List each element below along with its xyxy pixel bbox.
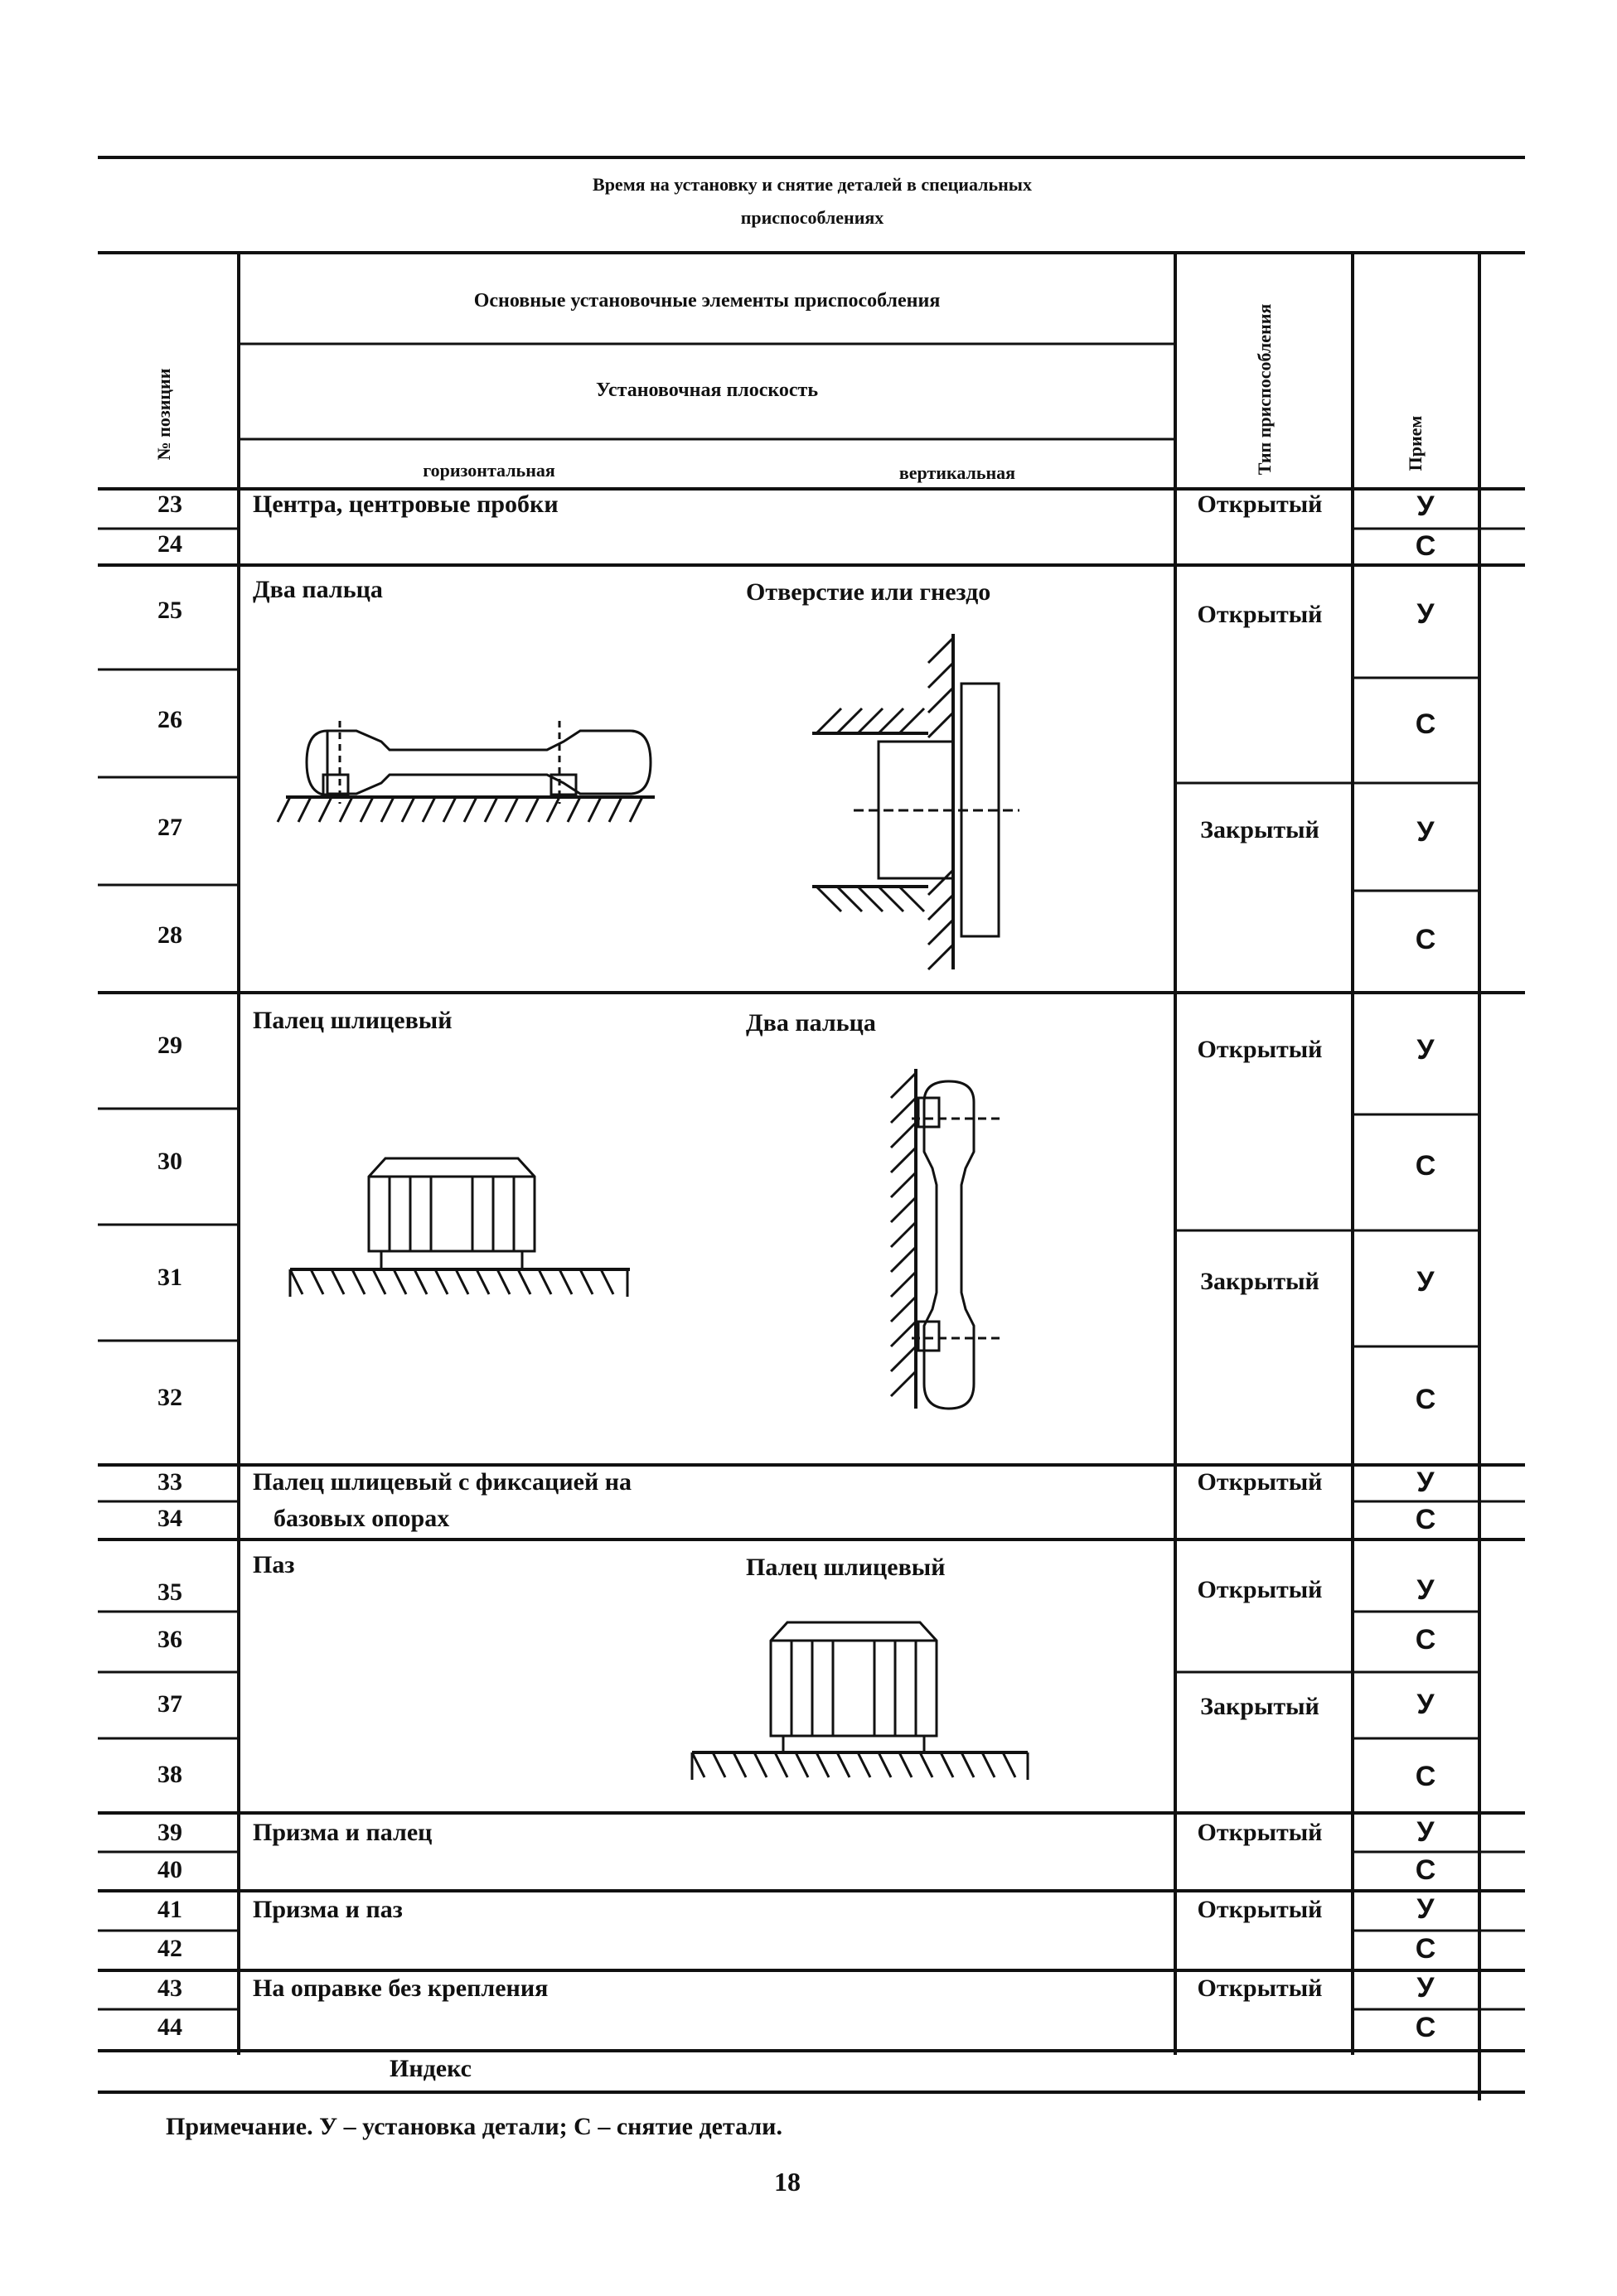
fixture-type: Закрытый	[1200, 1693, 1319, 1720]
index-label: Индекс	[390, 2055, 472, 2082]
method-cell: У	[1416, 1689, 1435, 1720]
method-cell: У	[1416, 1893, 1435, 1925]
fixture-type: Открытый	[1197, 1975, 1323, 2002]
row-number: 36	[157, 1626, 182, 1653]
row-number: 41	[157, 1896, 182, 1923]
row-number: 30	[157, 1148, 182, 1175]
row-number: 28	[157, 921, 182, 949]
method-cell: У	[1416, 1574, 1435, 1606]
header-position: № позиции	[153, 368, 174, 461]
header-fixture-type: Тип приспособления	[1254, 303, 1275, 476]
header-vertical: вертикальная	[898, 462, 1016, 483]
fixture-type: Открытый	[1197, 1896, 1323, 1923]
row-number: 35	[157, 1578, 182, 1606]
row-number: 23	[157, 491, 182, 518]
method-cell: У	[1416, 1972, 1435, 2004]
method-cell: С	[1415, 924, 1436, 955]
header-method: Прием	[1405, 415, 1426, 471]
row-number: 37	[157, 1690, 182, 1718]
method-cell: С	[1415, 1504, 1436, 1535]
method-cell: С	[1415, 2012, 1436, 2043]
method-cell: У	[1416, 598, 1435, 630]
element-text-vertical: Два пальца	[746, 1009, 876, 1037]
row-number: 26	[157, 706, 182, 733]
element-text-horizontal: Палец шлицевый	[253, 1007, 453, 1034]
element-text: Призма и палец	[253, 1819, 433, 1846]
method-cell: С	[1415, 1854, 1436, 1886]
hole-socket-vertical-sketch	[812, 634, 1019, 969]
row-number: 32	[157, 1384, 182, 1411]
element-text-vertical: Отверстие или гнездо	[746, 578, 991, 606]
row-number: 27	[157, 814, 182, 841]
method-cell: С	[1415, 1384, 1436, 1415]
two-pins-vertical-sketch	[891, 1069, 1003, 1409]
table-title-line2: приспособлениях	[740, 207, 884, 228]
method-cell: С	[1415, 1624, 1436, 1656]
method-cell: У	[1416, 491, 1435, 522]
method-cell: С	[1415, 1933, 1436, 1965]
fixture-type: Открытый	[1197, 1576, 1323, 1603]
row-number: 34	[157, 1505, 182, 1532]
row-number: 24	[157, 530, 182, 558]
splined-pin-sketch-1	[290, 1158, 630, 1297]
fixture-type: Закрытый	[1200, 816, 1319, 843]
method-cell: У	[1416, 1816, 1435, 1848]
element-text-vertical: Палец шлицевый	[746, 1554, 946, 1581]
element-text: Палец шлицевый с фиксацией на	[253, 1468, 632, 1496]
element-text: На оправке без крепления	[253, 1975, 549, 2002]
row-number: 25	[157, 597, 182, 624]
fixture-type: Открытый	[1197, 601, 1323, 628]
row-number: 31	[157, 1264, 182, 1291]
method-cell: У	[1416, 1467, 1435, 1498]
method-cell: С	[1415, 1761, 1436, 1792]
row-number: 44	[157, 2013, 182, 2041]
element-text-horizontal: Два пальца	[253, 576, 383, 603]
two-pins-horizontal-sketch	[278, 721, 655, 822]
method-cell: С	[1415, 708, 1436, 740]
row-number: 38	[157, 1761, 182, 1788]
method-cell: С	[1415, 1150, 1436, 1182]
header-horizontal: горизонтальная	[423, 460, 555, 481]
fixture-type: Открытый	[1197, 1468, 1323, 1496]
method-cell: У	[1416, 1034, 1435, 1066]
row-number: 39	[157, 1819, 182, 1846]
table-title-line1: Время на установку и снятие деталей в специальных	[593, 174, 1032, 195]
row-number: 42	[157, 1935, 182, 1962]
element-text-horizontal: Паз	[253, 1551, 295, 1578]
row-number: 43	[157, 1975, 182, 2002]
fixture-type: Закрытый	[1200, 1268, 1319, 1295]
element-text: базовых опорах	[274, 1505, 450, 1532]
fixture-type: Открытый	[1197, 491, 1323, 518]
element-text: Призма и паз	[253, 1896, 403, 1923]
method-cell: У	[1416, 1266, 1435, 1298]
method-cell: У	[1416, 816, 1435, 848]
page-number: 18	[774, 2167, 801, 2197]
splined-pin-sketch-2	[692, 1622, 1028, 1780]
row-number: 33	[157, 1468, 182, 1496]
method-cell: С	[1415, 530, 1436, 562]
element-text: Центра, центровые пробки	[253, 491, 559, 518]
header-main-elements: Основные установочные элементы приспособления	[473, 290, 941, 312]
row-number: 29	[157, 1032, 182, 1059]
fixture-type: Открытый	[1197, 1036, 1323, 1063]
footnote: Примечание. У – установка детали; С – снятие детали.	[166, 2113, 782, 2140]
row-number: 40	[157, 1856, 182, 1883]
header-plane: Установочная плоскость	[595, 379, 819, 401]
fixture-type: Открытый	[1197, 1819, 1323, 1846]
